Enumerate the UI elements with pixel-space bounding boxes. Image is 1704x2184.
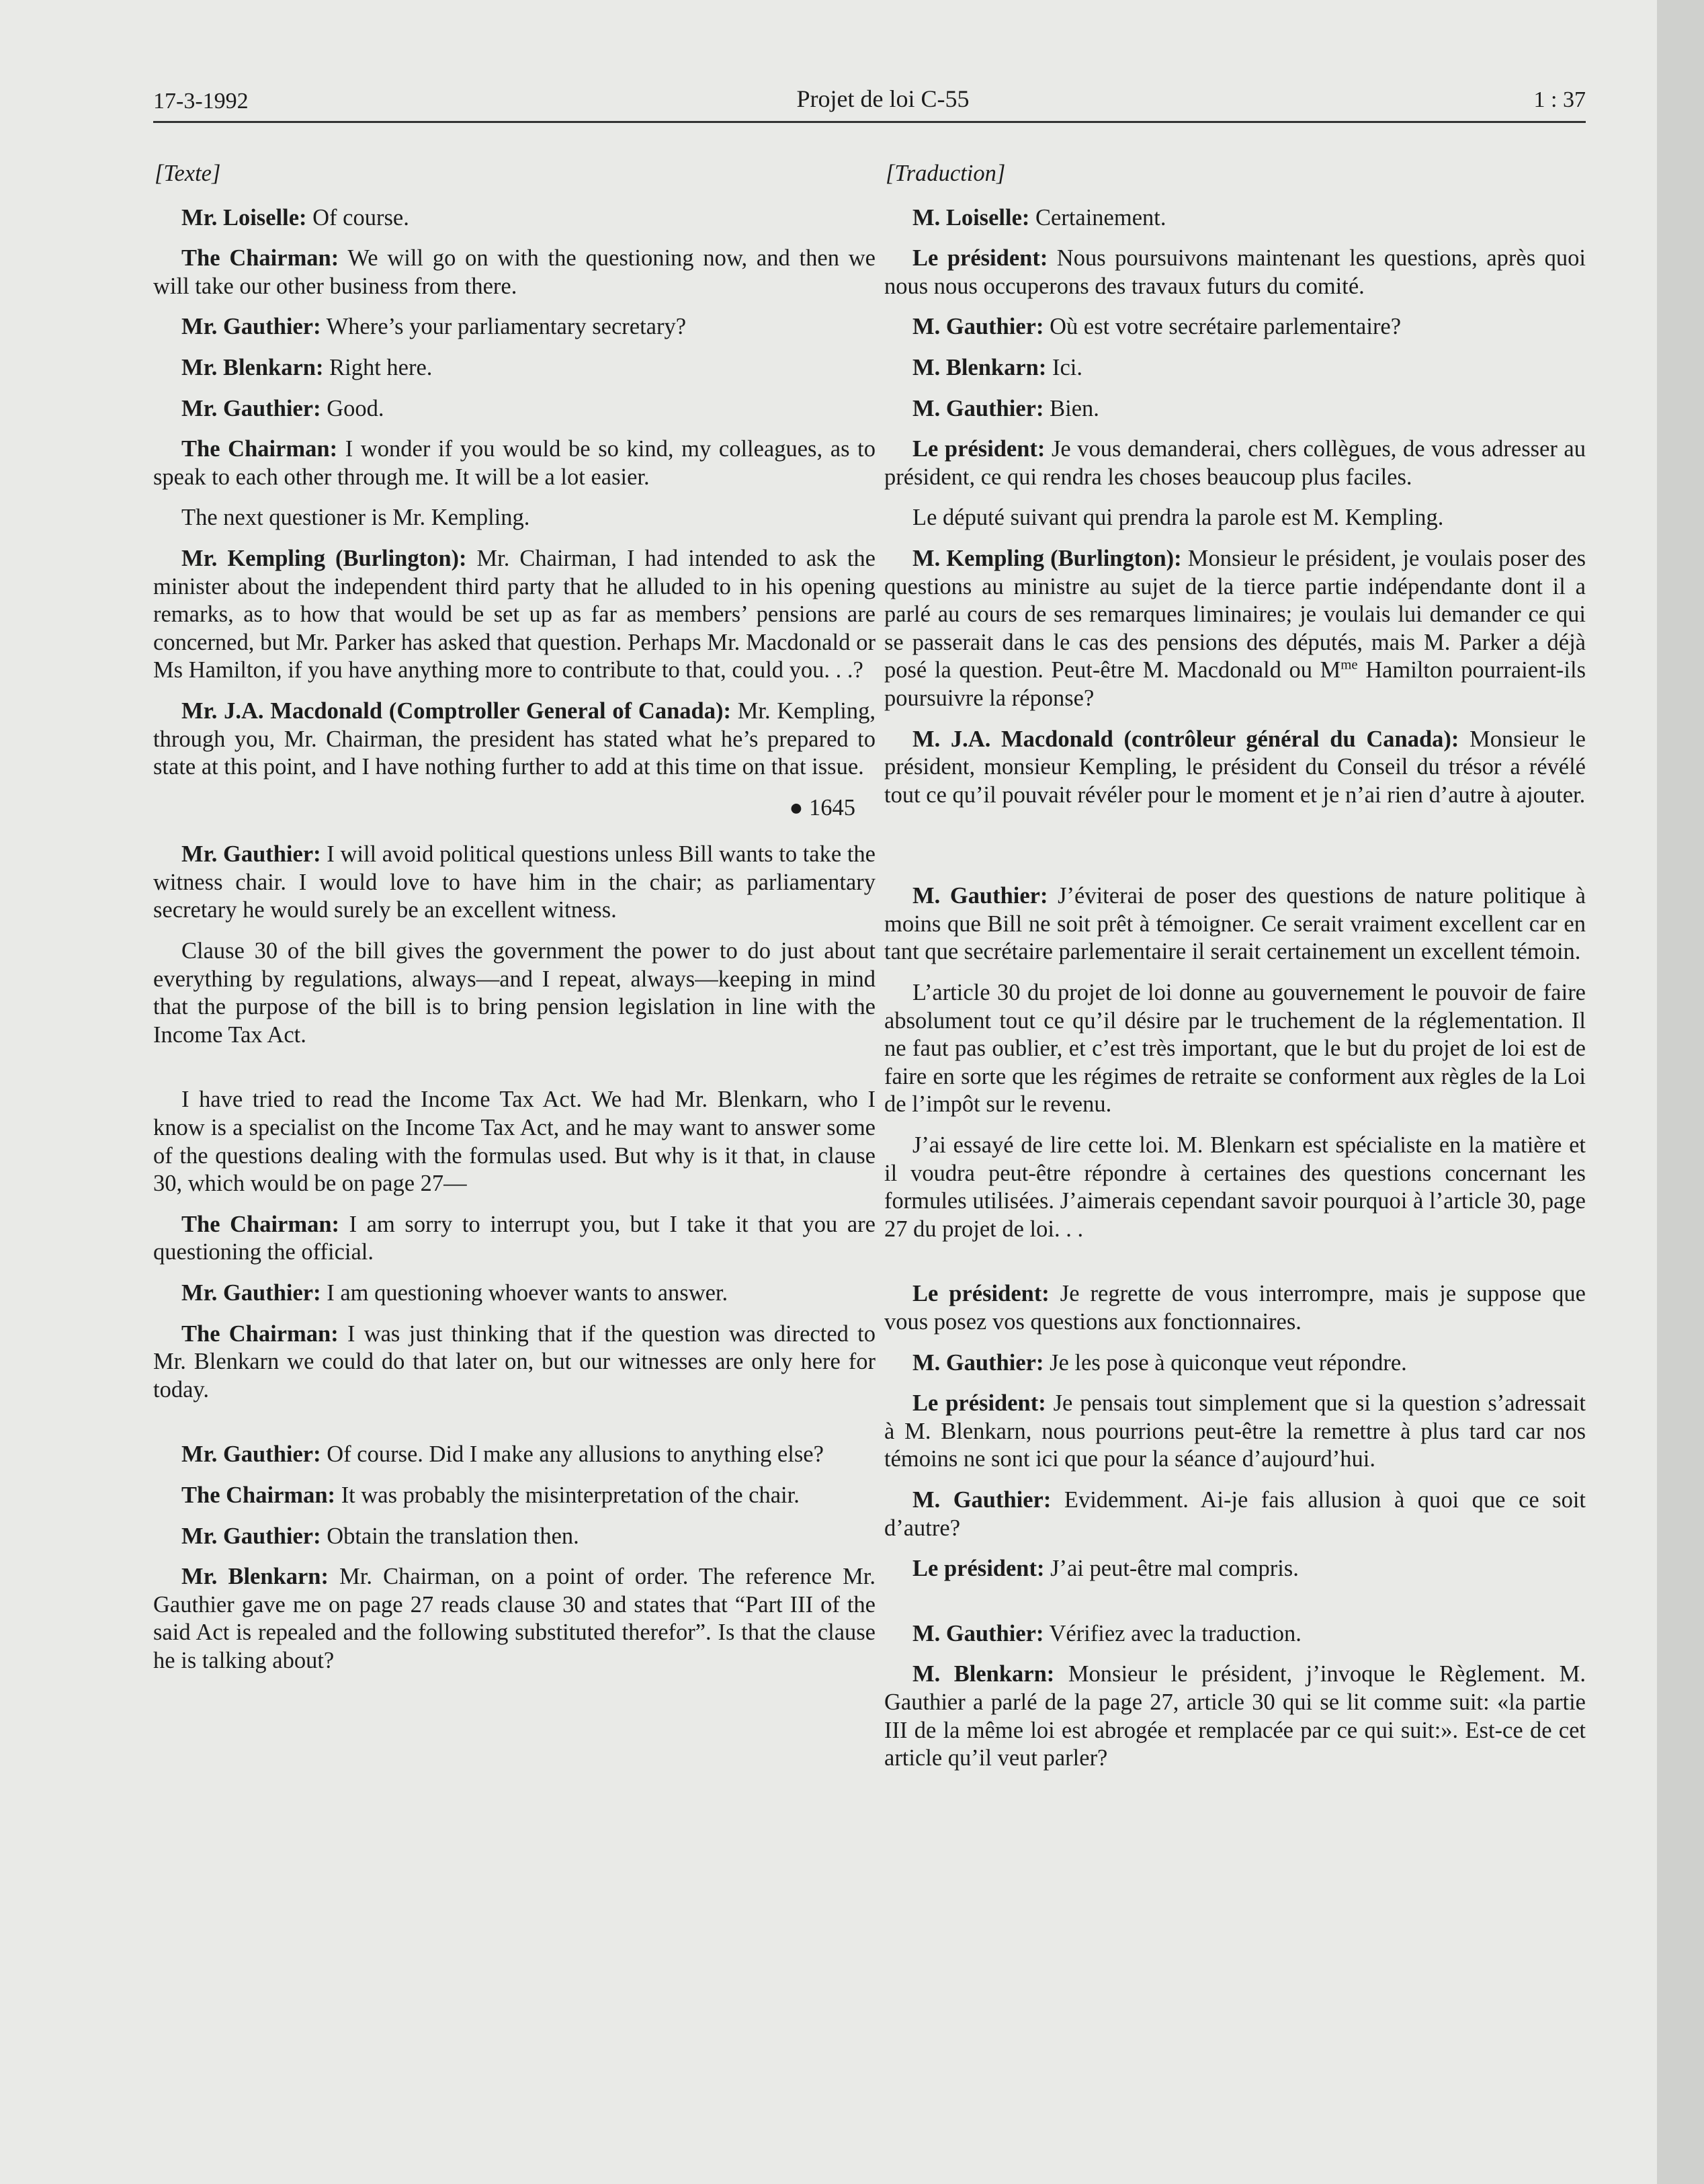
speaker-name: M. Gauthier: xyxy=(912,395,1044,421)
speech-text: J’ai peut-être mal compris. xyxy=(1044,1556,1299,1582)
transcript-paragraph xyxy=(884,504,1586,532)
transcript-paragraph xyxy=(884,1349,1586,1378)
speech-text: Monsieur le président, je voulais poser des questions au ministre au sujet de la tierce partie indépendante dont il a parlé au cours de ses remarques liminaires; je voulais lui demander ce qui se passerait dans le cas des pensions des députés, mais M. Parker a déjà posé la question. Peut-être M. Macdonald ou M xyxy=(884,545,1586,683)
speaker-name: Mr. Gauthier: xyxy=(181,314,321,340)
transcript-paragraph xyxy=(153,1563,876,1675)
transcript-paragraph xyxy=(884,354,1586,382)
transcript-paragraph xyxy=(153,1086,876,1198)
transcript-paragraph xyxy=(153,937,876,1049)
speaker-name: Le président: xyxy=(912,1390,1046,1417)
speaker-name: Mr. Gauthier: xyxy=(181,1523,321,1549)
speech-text: J’éviterai de poser des questions de nature politique à moins que Bill ne soit prêt à témoigner. Ce serait vraiment excellent car en tant que secrétaire parlementaire il serait certainement un excellent témoin. xyxy=(884,883,1586,965)
speaker-name: The Chairman: xyxy=(181,1211,340,1237)
speaker-name: The Chairman: xyxy=(181,1320,339,1347)
speaker-name: The Chairman: xyxy=(181,245,339,271)
speech-text: Vérifiez avec la traduction. xyxy=(1043,1620,1302,1646)
speaker-name: M. Gauthier: xyxy=(912,883,1048,909)
transcript-paragraph xyxy=(884,1390,1586,1474)
speech-text: Mr. Chairman, on a point of order. The reference Mr. Gauthier gave me on page 27 reads clause 30 and states that “Part III of the said Act is repealed and the following substituted therefor”. Is that the clause he is talking about? xyxy=(153,1564,876,1673)
transcript-paragraph xyxy=(884,1555,1586,1583)
speech-text: Nous poursuivons maintenant les questions, après quoi nous nous occuperons des travaux futurs du comité. xyxy=(884,245,1586,299)
speaker-name: Mr. Loiselle: xyxy=(181,204,307,230)
speech-text: L’article 30 du projet de loi donne au gouvernement le pouvoir de faire absolument tout ce qu’il désire par le truchement de la réglementation. Il ne faut pas oublier, et c’est très important, que le but du projet de loi est de faire en sorte que les régimes de retraite se conforment aux règles de la Loi de l’impôt sur le revenu. xyxy=(884,980,1586,1118)
right-block-4 xyxy=(884,1620,1586,1773)
speech-text: The next questioner is Mr. Kempling. xyxy=(181,505,530,531)
time-stamp: ● 1645 xyxy=(789,794,855,821)
transcript-paragraph xyxy=(884,1620,1586,1648)
speech-text: I am questioning whoever wants to answer. xyxy=(321,1280,728,1306)
speech-text: Le député suivant qui prendra la parole est M. Kempling. xyxy=(912,505,1444,531)
transcript-paragraph xyxy=(153,1482,876,1510)
speech-text: Good. xyxy=(321,395,384,421)
header-title: Projet de loi C-55 xyxy=(796,85,970,112)
speaker-name: Le président: xyxy=(912,1556,1045,1582)
left-block-2 xyxy=(153,841,876,1049)
transcript-paragraph xyxy=(884,882,1586,966)
speech-text: Je vous demanderai, chers collègues, de vous adresser au président, ce qui rendra les choses beaucoup plus faciles. xyxy=(884,436,1586,490)
page-header xyxy=(153,73,1586,123)
transcript-paragraph xyxy=(153,245,876,300)
transcript-paragraph xyxy=(153,1441,876,1469)
transcript-paragraph xyxy=(884,979,1586,1119)
superscript: me xyxy=(1340,657,1358,673)
transcript-paragraph xyxy=(153,313,876,341)
speaker-name: M. Gauthier: xyxy=(912,1486,1052,1513)
speech-text: Où est votre secrétaire parlementaire? xyxy=(1043,314,1402,340)
speech-text: We will go on with the questioning now, and then we will take our other business from there. xyxy=(153,245,876,299)
section-tag: [Traduction] xyxy=(886,161,1006,186)
left-block-3 xyxy=(153,1086,876,1404)
transcript-paragraph xyxy=(153,395,876,423)
speech-text: Where’s your parliamentary secretary? xyxy=(321,314,687,340)
speech-text: Mr. Kempling, through you, Mr. Chairman, the president has stated what he’s prepared to state at this point, and I have nothing further to add at this time on that issue. xyxy=(153,698,876,780)
transcript-paragraph xyxy=(153,841,876,925)
left-block-4 xyxy=(153,1441,876,1675)
transcript-paragraph xyxy=(884,395,1586,423)
header-page-number: 1 : 37 xyxy=(1533,87,1586,112)
transcript-paragraph xyxy=(884,435,1586,491)
speech-text: Je les pose à quiconque veut répondre. xyxy=(1043,1349,1407,1376)
speaker-name: The Chairman: xyxy=(181,436,338,462)
speech-text: I wonder if you would be so kind, my colleagues, as to speak to each other through me. It will be a lot easier. xyxy=(153,436,876,490)
speaker-name: Le président: xyxy=(912,436,1046,462)
speaker-name: The Chairman: xyxy=(181,1482,336,1508)
transcript-paragraph xyxy=(153,435,876,491)
transcript-paragraph xyxy=(153,1279,876,1308)
left-block-1 xyxy=(153,204,876,782)
transcript-paragraph xyxy=(153,1320,876,1404)
speaker-name: M. Kempling (Burlington): xyxy=(912,545,1182,571)
transcript-paragraph xyxy=(153,354,876,382)
right-block-3 xyxy=(884,1280,1586,1583)
speaker-name: Mr. J.A. Macdonald (Comptroller General of Canada): xyxy=(181,698,731,724)
transcript-paragraph xyxy=(884,1132,1586,1243)
speech-text-tail: Hamilton pourraient-ils poursuivre la réponse? xyxy=(884,657,1586,711)
speech-text: Clause 30 of the bill gives the government the power to do just about everything by regulations, always—and I repeat, always—keeping in mind that the purpose of the bill is to bring pension legislation in line with the Income Tax Act. xyxy=(153,938,876,1048)
speech-text: Je pensais tout simplement que si la question s’adressait à M. Blenkarn, nous pourrions peut-être la remettre à plus tard car nos témoins ne sont ici que pour la séance d’aujourd’hui. xyxy=(884,1390,1586,1472)
speech-text: Monsieur le président, monsieur Kempling, le président du Conseil du trésor a révélé tout ce qu’il pouvait révéler pour le moment et je n’ai rien d’autre à ajouter. xyxy=(884,726,1586,808)
speech-text: I will avoid political questions unless Bill wants to take the witness chair. I would love to have him in the chair; as parliamentary secretary he would surely be an excellent witness. xyxy=(153,841,876,923)
right-block-1 xyxy=(884,204,1586,810)
transcript-paragraph xyxy=(153,504,876,532)
speaker-name: Mr. Gauthier: xyxy=(181,1280,321,1306)
speaker-name: Mr. Blenkarn: xyxy=(181,354,324,380)
speech-text: It was probably the misinterpretation of the chair. xyxy=(335,1482,800,1508)
speech-text: I am sorry to interrupt you, but I take it that you are questioning the official. xyxy=(153,1211,876,1265)
speech-text: Je regrette de vous interrompre, mais je suppose que vous posez vos questions aux fonctionnaires. xyxy=(884,1281,1586,1335)
speaker-name: M. Gauthier: xyxy=(912,1620,1044,1646)
transcript-paragraph xyxy=(884,726,1586,810)
speaker-name: Mr. Kempling (Burlington): xyxy=(181,545,467,571)
transcript-paragraph xyxy=(884,313,1586,341)
speech-text: Monsieur le président, j’invoque le Règlement. M. Gauthier a parlé de la page 27, article 30 qui se lit comme suit: «la partie III de la même loi est abrogée et remplacée par ce qui suit:». Est-ce de cet article qu’il veut parler? xyxy=(884,1661,1586,1771)
transcript-paragraph xyxy=(884,1486,1586,1542)
french-column xyxy=(884,160,1586,1786)
speech-text: I have tried to read the Income Tax Act. We had Mr. Blenkarn, who I know is a specialist on the Income Tax Act, and he may want to answer some of the questions dealing with the formulas used. But why is it that, in clause 30, which would be on page 27— xyxy=(153,1087,876,1197)
speaker-name: M. Loiselle: xyxy=(912,204,1030,230)
speech-text: Right here. xyxy=(323,354,433,380)
transcript-paragraph xyxy=(153,1523,876,1551)
speaker-name: M. J.A. Macdonald (contrôleur général du Canada): xyxy=(912,726,1459,752)
transcript-paragraph xyxy=(884,245,1586,300)
section-tag: [Texte] xyxy=(155,161,221,186)
speaker-name: M. Gauthier: xyxy=(912,1349,1044,1376)
speaker-name: Mr. Blenkarn: xyxy=(181,1564,329,1590)
speech-text: Of course. xyxy=(306,204,409,230)
english-column xyxy=(153,160,876,1688)
speech-text: Bien. xyxy=(1043,395,1099,421)
right-block-2 xyxy=(884,882,1586,1243)
transcript-paragraph xyxy=(153,698,876,782)
transcript-paragraph xyxy=(153,1211,876,1267)
speech-text: Mr. Chairman, I had intended to ask the minister about the independent third party that he alluded to in his opening remarks, as to how that would be set up as far as members’ pensions are concerned, but Mr. Parker has asked that question. Perhaps Mr. Macdonald or Ms Hamilton, if you have anything more to contribute to that, could you. . .? xyxy=(153,545,876,683)
speaker-name: Le président: xyxy=(912,1281,1050,1307)
transcript-paragraph xyxy=(884,204,1586,233)
speaker-name: Le président: xyxy=(912,245,1048,271)
speaker-name: Mr. Gauthier: xyxy=(181,841,321,868)
transcript-paragraph xyxy=(884,1280,1586,1336)
transcript-paragraph xyxy=(153,545,876,685)
transcript-paragraph xyxy=(153,204,876,233)
speech-text: Of course. Did I make any allusions to anything else? xyxy=(321,1441,824,1468)
speech-text: I was just thinking that if the question was directed to Mr. Blenkarn we could do that later on, but our witnesses are only here for today. xyxy=(153,1320,876,1402)
speaker-name: M. Blenkarn: xyxy=(912,1661,1055,1687)
page-edge-shadow xyxy=(1657,0,1704,2184)
speech-text: Ici. xyxy=(1046,354,1082,380)
transcript-paragraph xyxy=(884,1661,1586,1772)
speech-text: Obtain the translation then. xyxy=(321,1523,579,1549)
speech-text: J’ai essayé de lire cette loi. M. Blenkarn est spécialiste en la matière et il voudra peut-être répondre à certaines des questions concernant les formules utilisées. J’aimerais cependant savoir pourquoi à l’article 30, page 27 du projet de loi. . . xyxy=(884,1132,1586,1242)
header-date: 17-3-1992 xyxy=(153,89,249,114)
speaker-name: Mr. Gauthier: xyxy=(181,1441,321,1468)
speaker-name: M. Gauthier: xyxy=(912,314,1044,340)
speech-text: Certainement. xyxy=(1029,204,1166,230)
speaker-name: Mr. Gauthier: xyxy=(181,395,321,421)
transcript-paragraph xyxy=(884,545,1586,713)
speech-text: Evidemment. Ai-je fais allusion à quoi que ce soit d’autre? xyxy=(884,1486,1586,1541)
speaker-name: M. Blenkarn: xyxy=(912,354,1047,380)
